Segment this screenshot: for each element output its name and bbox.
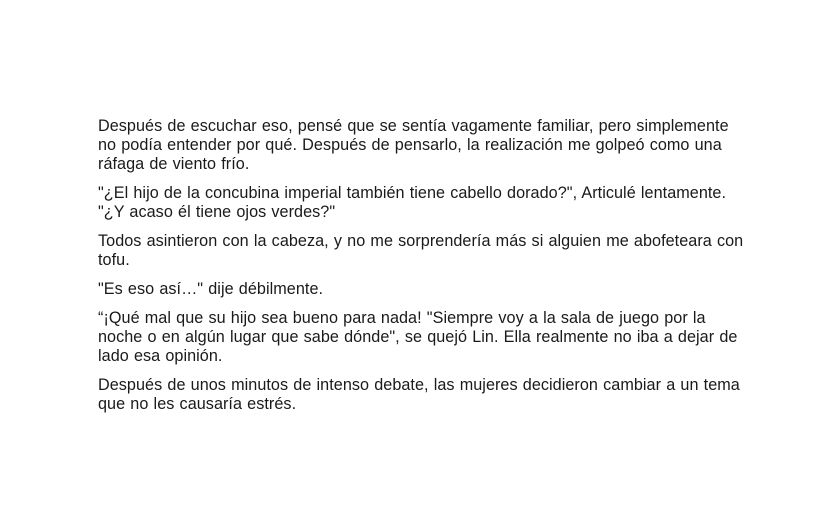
paragraph-6: Después de unos minutos de intenso debate, las mujeres decidieron cambiar a un tema que no les causaría estrés.: [98, 376, 740, 413]
paragraph-5: “¡Qué mal que su hijo sea bueno para nada! "Siempre voy a la sala de juego por la noche o en algún lugar que sabe dónde", se quejó Lin. Ella realmente no iba a dejar de lado esa opinión.: [98, 309, 738, 365]
paragraph-4: "Es eso así…" dije débilmente.: [98, 280, 324, 298]
paragraph-2: "¿El hijo de la concubina imperial también tiene cabello dorado?", Articulé lentamente. "¿Y acaso él tiene ojos verdes?": [98, 184, 727, 221]
paragraph-1: Después de escuchar eso, pensé que se sentía vagamente familiar, pero simplemente no podía entender por qué. Después de pensarlo, la realización me golpeó como una ráfaga de viento frío.: [98, 117, 729, 173]
paragraph-3: Todos asintieron con la cabeza, y no me sorprendería más si alguien me abofeteara con tofu.: [98, 232, 744, 269]
document-body: [98, 117, 768, 424]
